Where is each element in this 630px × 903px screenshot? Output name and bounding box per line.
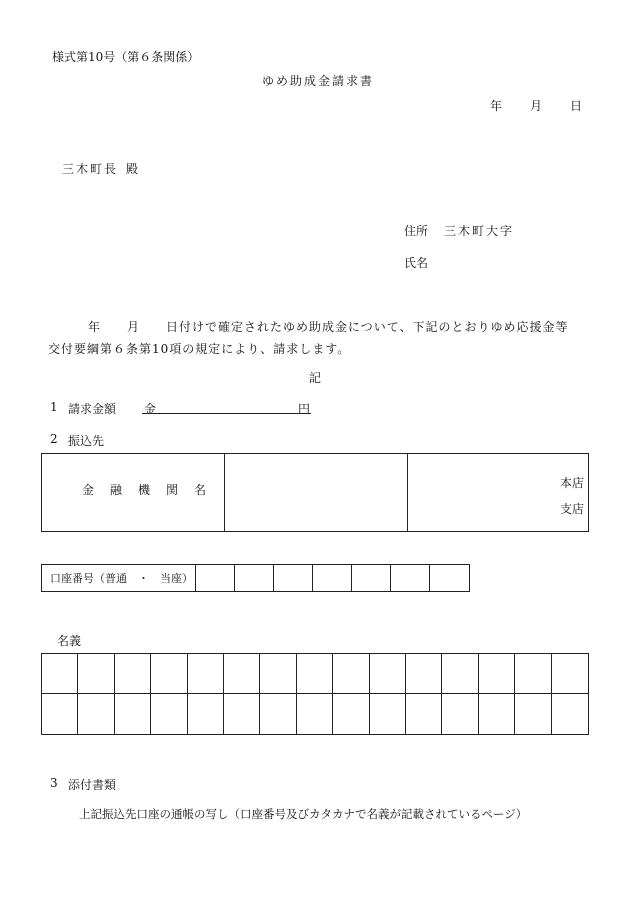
item3-number: 3 bbox=[50, 776, 58, 790]
account-number-table bbox=[41, 564, 470, 592]
addressee-honorific: 殿 bbox=[126, 162, 139, 176]
date-year: 年 bbox=[490, 99, 503, 113]
account-digit-cell[interactable] bbox=[274, 565, 313, 591]
holder-name-grid bbox=[41, 653, 589, 735]
account-digit-cell[interactable] bbox=[391, 565, 430, 591]
bank-institution-label-cell bbox=[42, 454, 225, 531]
account-digit-cell[interactable] bbox=[430, 565, 469, 591]
branch-cell[interactable] bbox=[408, 454, 588, 531]
holder-name-cell[interactable] bbox=[442, 654, 478, 694]
holder-name-cell[interactable] bbox=[188, 654, 224, 694]
item1-label: 請求金額 bbox=[68, 402, 117, 416]
item2-label: 振込先 bbox=[68, 434, 105, 448]
account-digit-cell[interactable] bbox=[196, 565, 235, 591]
holder-name-cell[interactable] bbox=[515, 654, 551, 694]
head-office-label: 本店 bbox=[559, 476, 584, 490]
item2-number: 2 bbox=[50, 432, 58, 446]
date-day: 日 bbox=[570, 99, 583, 113]
body-line2: 交付要綱第６条第10項の規定により、請求します。 bbox=[48, 342, 351, 356]
holder-name-cell[interactable] bbox=[42, 694, 78, 734]
form-number-label: 様式第10号（第６条関係） bbox=[52, 50, 200, 64]
body-month: 月 bbox=[127, 320, 140, 334]
document-title: ゆめ助成金請求書 bbox=[262, 74, 375, 88]
item1-number: 1 bbox=[50, 400, 58, 414]
amount-prefix: 金 bbox=[144, 402, 157, 416]
addressee-name: 三木町長 bbox=[62, 162, 119, 176]
holder-label: 名義 bbox=[57, 634, 82, 648]
holder-name-cell[interactable] bbox=[260, 654, 296, 694]
amount-suffix: 円 bbox=[298, 402, 311, 416]
holder-name-cell[interactable] bbox=[370, 694, 406, 734]
holder-name-cell[interactable] bbox=[333, 694, 369, 734]
body-year: 年 bbox=[88, 320, 101, 334]
holder-name-cell[interactable] bbox=[224, 694, 260, 734]
ki-heading: 記 bbox=[309, 371, 322, 385]
item3-label: 添付書類 bbox=[68, 778, 117, 792]
amount-underline bbox=[142, 413, 311, 414]
holder-name-cell[interactable] bbox=[115, 654, 151, 694]
holder-name-cell[interactable] bbox=[552, 694, 588, 734]
holder-name-cell[interactable] bbox=[406, 654, 442, 694]
holder-name-cell[interactable] bbox=[188, 694, 224, 734]
address-label: 住所 bbox=[404, 224, 429, 238]
holder-name-cell[interactable] bbox=[515, 694, 551, 734]
branch-label: 支店 bbox=[559, 502, 584, 516]
holder-name-cell[interactable] bbox=[78, 654, 114, 694]
holder-name-cell[interactable] bbox=[260, 694, 296, 734]
bank-name-cell[interactable] bbox=[225, 454, 408, 531]
body-line1-text: 日付けで確定されたゆめ助成金について、下記のとおりゆめ応援金等 bbox=[166, 320, 569, 334]
account-digit-cell[interactable] bbox=[313, 565, 352, 591]
account-digit-cell[interactable] bbox=[235, 565, 274, 591]
holder-name-cell[interactable] bbox=[406, 694, 442, 734]
account-digit-cell[interactable] bbox=[352, 565, 391, 591]
holder-name-cell[interactable] bbox=[479, 694, 515, 734]
holder-name-cell[interactable] bbox=[479, 654, 515, 694]
holder-name-cell[interactable] bbox=[78, 694, 114, 734]
holder-name-cell[interactable] bbox=[297, 654, 333, 694]
address-value: 三木町大字 bbox=[444, 224, 515, 238]
holder-name-cell[interactable] bbox=[297, 694, 333, 734]
holder-name-cell[interactable] bbox=[333, 654, 369, 694]
holder-name-cell[interactable] bbox=[224, 654, 260, 694]
holder-name-cell[interactable] bbox=[552, 654, 588, 694]
date-month: 月 bbox=[530, 99, 543, 113]
name-label: 氏名 bbox=[404, 256, 429, 270]
holder-name-cell[interactable] bbox=[442, 694, 478, 734]
holder-name-cell[interactable] bbox=[151, 694, 187, 734]
holder-name-cell[interactable] bbox=[115, 694, 151, 734]
holder-name-cell[interactable] bbox=[370, 654, 406, 694]
holder-name-cell[interactable] bbox=[151, 654, 187, 694]
attachment-text: 上記振込先口座の通帳の写し（口座番号及びカタカナで名義が記載されているページ） bbox=[79, 807, 528, 821]
holder-name-cell[interactable] bbox=[42, 654, 78, 694]
bank-table bbox=[41, 453, 589, 532]
account-type-label: 口座番号（普通 ・ 当座） bbox=[42, 565, 196, 591]
institution-label: 金 融 機 関 名 bbox=[82, 483, 209, 497]
